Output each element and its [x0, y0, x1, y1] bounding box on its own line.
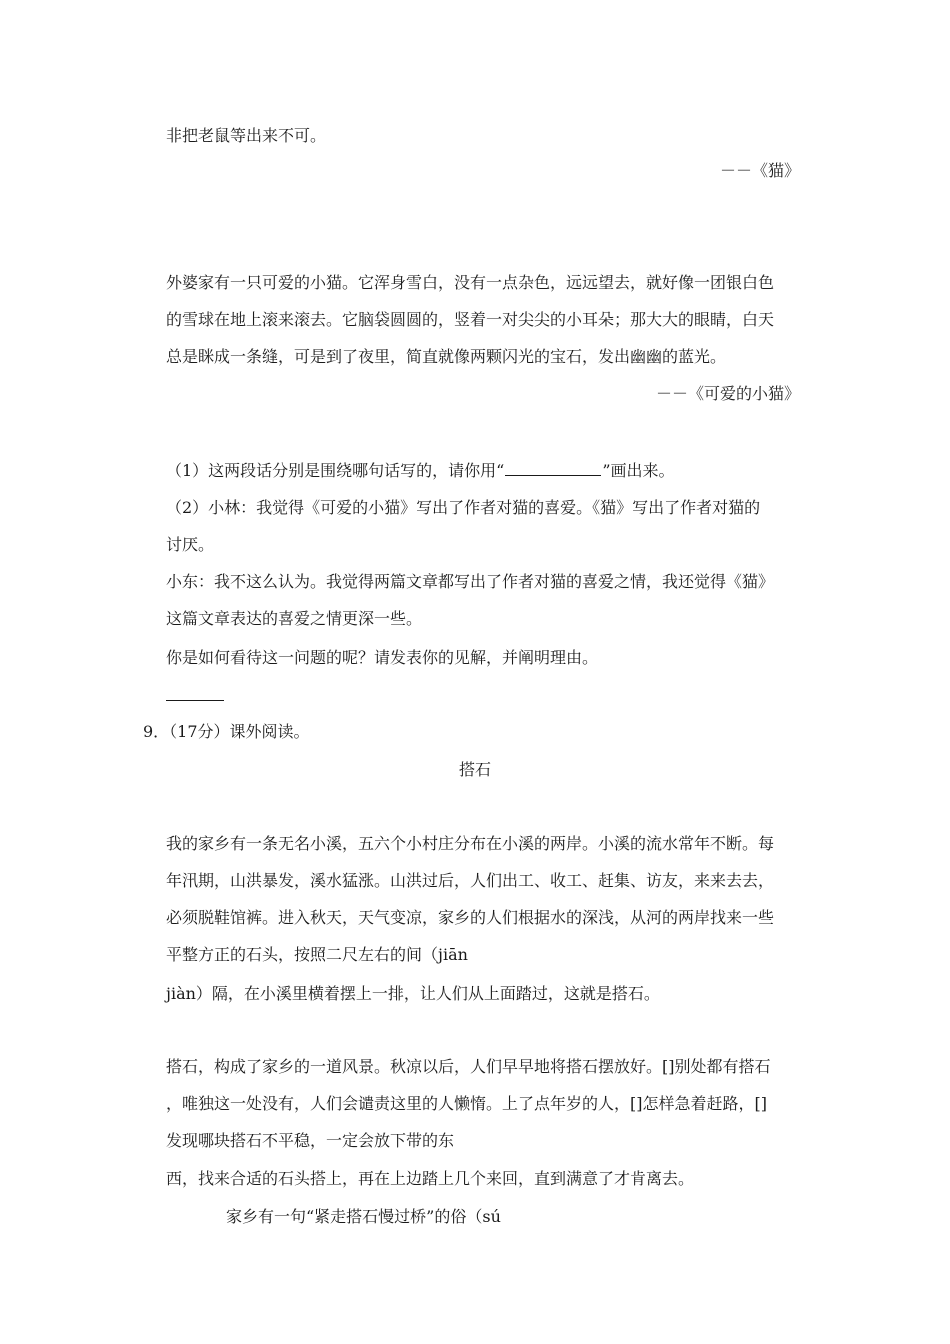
passage-b-line: 外婆家有一只可爱的小猫。它浑身雪白，没有一点杂色，远远望去，就好像一团银白色 — [166, 273, 775, 292]
underline-blank — [505, 461, 601, 476]
question-2-line: 你是如何看待这一问题的呢？请发表你的见解，并阐明理由。 — [166, 648, 599, 667]
question-1-text: （1）这两段话分别是围绕哪句话写的，请你用“ — [166, 461, 505, 480]
article-line: 家乡有一句“紧走搭石慢过桥”的俗（sú — [226, 1207, 501, 1226]
question-9-header: 9．（17分）课外阅读。 — [143, 722, 310, 741]
answer-underline — [166, 700, 224, 701]
passage-a-source: －－《猫》 — [719, 161, 800, 180]
article-line: 平整方正的石头，按照二尺左右的间（jiān — [166, 945, 468, 964]
article-line: 我的家乡有一条无名小溪，五六个小村庄分布在小溪的两岸。小溪的流水常年不断。每 — [166, 834, 775, 853]
article-line: 搭石，构成了家乡的一道风景。秋凉以后，人们早早地将搭石摆放好。[]别处都有搭石 — [166, 1057, 771, 1076]
article-line: ，唯独这一处没有，人们会谴责这里的人懒惰。上了点年岁的人，[]怎样急着赶路，[] — [166, 1094, 767, 1113]
article-line: 必须脱鞋馆裤。进入秋天，天气变凉，家乡的人们根据水的深浅，从河的两岸找来一些 — [166, 908, 775, 927]
passage-b-line: 的雪球在地上滚来滚去。它脑袋圆圆的，竖着一对尖尖的小耳朵；那大大的眼睛，白天 — [166, 310, 775, 329]
passage-b-source: －－《可爱的小猫》 — [655, 384, 800, 403]
question-1 — [166, 461, 675, 481]
article-line: 年汛期，山洪暴发，溪水猛涨。山洪过后，人们出工、收工、赶集、访友，来来去去， — [166, 871, 775, 890]
question-2-line: （2）小林：我觉得《可爱的小猫》写出了作者对猫的喜爱。《猫》写出了作者对猫的 — [166, 498, 761, 517]
article-line: jiàn）隔，在小溪里横着摆上一排，让人们从上面踏过，这就是搭石。 — [166, 984, 660, 1003]
article-title: 搭石 — [458, 760, 491, 779]
passage-a-line: 非把老鼠等出来不可。 — [166, 126, 327, 145]
question-2-line: 小东：我不这么认为。我觉得两篇文章都写出了作者对猫的喜爱之情，我还觉得《猫》 — [166, 572, 775, 591]
article-line: 发现哪块搭石不平稳，一定会放下带的东 — [166, 1131, 455, 1150]
passage-b-line: 总是眯成一条缝，可是到了夜里，简直就像两颗闪光的宝石，发出幽幽的蓝光。 — [166, 347, 727, 366]
question-2-line: 讨厌。 — [166, 535, 215, 554]
question-2-line: 这篇文章表达的喜爱之情更深一些。 — [166, 609, 423, 628]
article-line: 西，找来合适的石头搭上，再在上边踏上几个来回，直到满意了才肯离去。 — [166, 1169, 695, 1188]
question-1-text-end: ”画出来。 — [602, 461, 675, 480]
